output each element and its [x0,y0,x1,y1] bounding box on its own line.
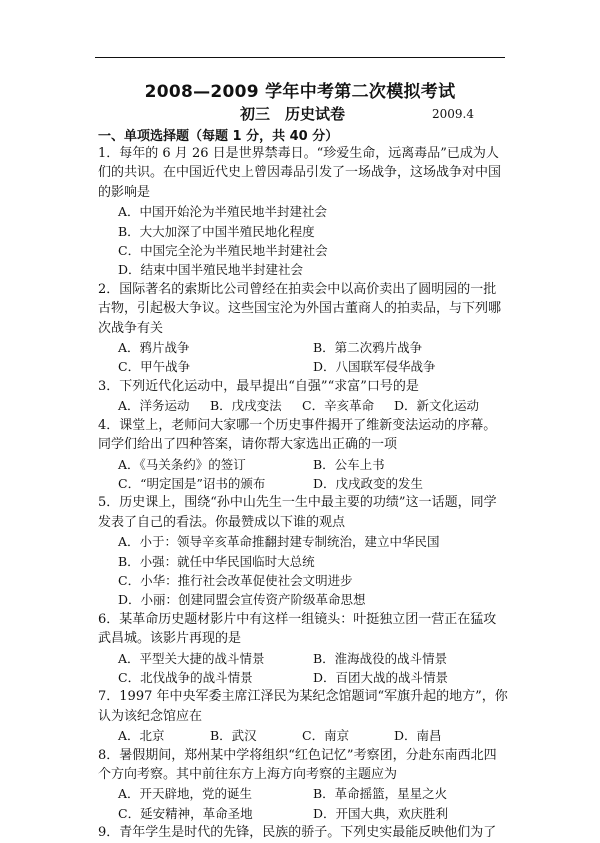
option-a: A．洋务运动 [118,398,190,414]
option-row [98,396,508,415]
question-4 [98,416,508,494]
option-a: A．《马关条约》的签订 [118,456,246,472]
option-a: A．鸦片战争 [118,340,190,356]
option-d: D．戊戌政变的发生 [313,475,424,491]
option-d: D．百团大战的战斗情景 [313,669,449,685]
option-d: D．新文化运动 [394,398,480,414]
question-7 [98,687,508,745]
option-a: A．开天辟地，党的诞生 [118,786,253,802]
option-row [98,357,508,376]
option-row [98,474,508,493]
option-row [98,338,508,357]
option-c: C．甲午战争 [118,359,191,375]
option-d: D．小丽：创建同盟会宣传资产阶级革命思想 [118,592,366,608]
option-c: C．小华：推行社会改革促使社会文明进步 [118,572,353,588]
option-row [98,804,508,823]
option-b: B．第二次鸦片战争 [313,340,423,356]
question-text: 5．历史课上，围绕“孙中山先生一生中最主要的功绩”这一话题，同学发表了自己的看法。你最赞成以下谁的观点 [98,495,497,530]
question-text: 3．下列近代化运动中，最早提出“自强”“求富”口号的是 [98,378,419,394]
header-rule [95,57,505,58]
question-text: 2．国际著名的索斯比公司曾经在拍卖会中以高价卖出了圆明园的一批古物，引起极大争议。这些国宝沦为外国古董商人的拍卖品，与下列哪次战争有关 [98,281,502,336]
exam-subtitle: 初三 历史试卷 [240,105,346,123]
section-heading: 一、单项选择题（每题 1 分，共 40 分） [98,129,339,144]
option-b: B．淮海战役的战斗情景 [313,650,448,666]
option-a: A．中国开始沦为半殖民地半封建社会 [118,204,328,220]
option-d: D．结束中国半殖民地半封建社会 [118,262,304,278]
option-row [98,455,508,474]
option-b: B．小强：就任中华民国临时大总统 [118,553,315,569]
option-c: C．“明定国是”诏书的颁布 [118,475,266,491]
option-row [98,649,508,668]
question-3 [98,377,508,416]
option-b: B．戊戌变法 [210,398,282,414]
option-a: A．小于：领导辛亥革命推翻封建专制统治，建立中华民国 [118,534,440,550]
option-b: B．大大加深了中国半殖民地化程度 [118,223,315,239]
question-8 [98,746,508,824]
option-c: C．辛亥革命 [302,398,375,414]
option-b: B．武汉 [210,728,257,744]
option-b: B．公车上书 [313,456,385,472]
question-text: 7．1997 年中央军委主席江泽民为某纪念馆题词“军旗升起的地方”，你认为该纪念馆应在 [98,689,508,724]
question-1 [98,144,508,280]
option-b: B．革命摇篮，星星之火 [313,786,448,802]
question-text: 1．每年的 6 月 26 日是世界禁毒日。“珍爱生命，远离毒品”已成为人们的共识。在中国近代史上曾因毒品引发了一场战争，这场战争对中国的影响是 [98,146,502,200]
option-c: C．延安精神，革命圣地 [118,805,253,821]
question-text: 9．青年学生是时代的先锋，民族的骄子。下列史实最能反映他们为了 [98,825,497,841]
option-d: D．南昌 [394,728,442,744]
question-text: 6．某革命历史题材影片中有这样一组镜头：叶挺独立团一营正在猛攻武昌城。该影片再现的是 [98,611,497,647]
option-row [98,726,508,745]
option-a: A．北京 [118,728,165,744]
option-a: A．平型关大捷的战斗情景 [118,650,265,666]
question-6 [98,610,508,688]
exam-date: 2009.4 [432,107,474,121]
option-c: C．北伐战争的战斗情景 [118,669,253,685]
option-c: C．南京 [302,728,350,744]
exam-title: 2008—2009 学年中考第二次模拟考试 [144,82,456,102]
option-c: C．中国完全沦为半殖民地半封建社会 [118,243,328,259]
option-row [98,784,508,803]
option-d: D．八国联军侵华战争 [313,359,436,375]
question-5 [98,493,508,609]
option-d: D．开国大典，欢庆胜利 [313,805,449,821]
question-2 [98,280,508,377]
question-list [98,144,508,843]
question-text: 4．课堂上，老师问大家哪一个历史事件揭开了维新变法运动的序幕。同学们给出了四种答案，请你帮大家选出正确的一项 [98,417,497,453]
question-text: 8．暑假期间，郑州某中学将组织“红色记忆”考察团，分赴东南西北四个方向考察。其中前往东方上海方向考察的主题应为 [98,747,497,782]
option-row [98,668,508,687]
